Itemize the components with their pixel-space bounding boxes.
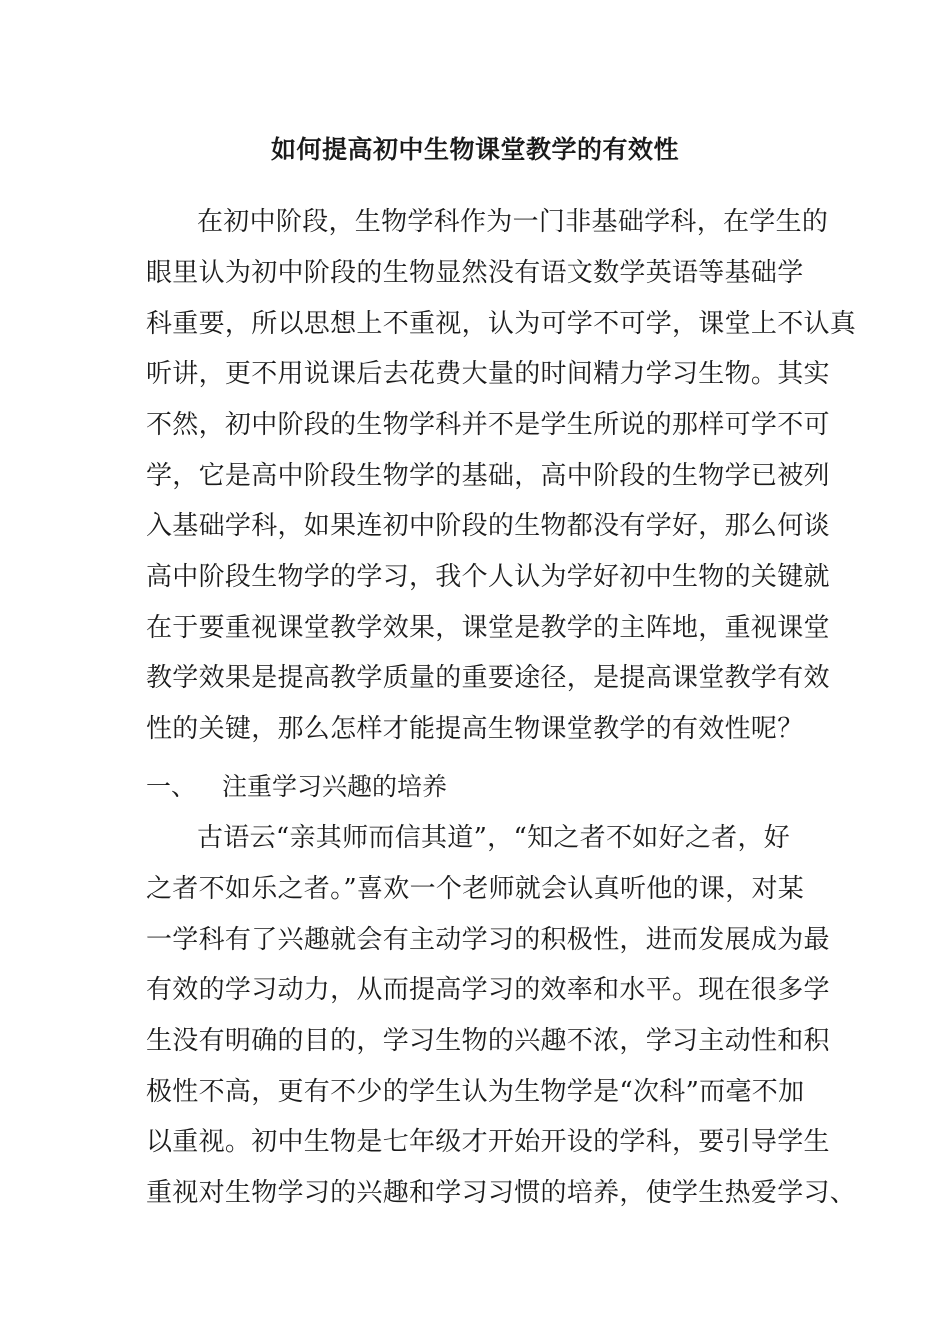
paragraph-line: 不然，初中阶段的生物学科并不是学生所说的那样可学不可 (146, 410, 830, 440)
paragraph-line: 极性不高，更有不少的学生认为生物学是“次科”而毫不加 (146, 1077, 805, 1107)
paragraph-line: 之者不如乐之者。”喜欢一个老师就会认真听他的课，对某 (146, 874, 805, 904)
paragraph-line: 高中阶段生物学的学习，我个人认为学好初中生物的关键就 (146, 562, 830, 592)
paragraph-line: 眼里认为初中阶段的生物显然没有语文数学英语等基础学 (146, 258, 804, 288)
paragraph-line: 科重要，所以思想上不重视，认为可学不可学，课堂上不认真 (146, 309, 857, 339)
paragraph-line: 学，它是高中阶段生物学的基础，高中阶段的生物学已被列 (146, 461, 830, 491)
section-heading (146, 769, 447, 805)
paragraph-line: 在于要重视课堂教学效果，课堂是教学的主阵地，重视课堂 (146, 613, 830, 643)
paragraph-line: 性的关键，那么怎样才能提高生物课堂教学的有效性呢？ (146, 714, 804, 744)
paragraph-line: 有效的学习动力，从而提高学习的效率和水平。现在很多学 (146, 975, 830, 1005)
section-heading-text: 注重学习兴趣的培养 (222, 772, 448, 801)
paragraph-line: 听讲，更不用说课后去花费大量的时间精力学习生物。其实 (146, 359, 830, 389)
paragraph-line: 一学科有了兴趣就会有主动学习的积极性，进而发展成为最 (146, 925, 830, 955)
paragraph-line: 古语云“亲其师而信其道”，“知之者不如好之者，好 (197, 823, 791, 853)
paragraph-line: 在初中阶段，生物学科作为一门非基础学科，在学生的 (197, 207, 829, 237)
paragraph-line: 以重视。初中生物是七年级才开始开设的学科，要引导学生 (146, 1127, 830, 1157)
paragraph-line: 重视对生物学习的兴趣和学习习惯的培养，使学生热爱学习、 (146, 1178, 857, 1208)
paragraph-line: 生没有明确的目的，学习生物的兴趣不浓，学习主动性和积 (146, 1026, 830, 1056)
document-title: 如何提高初中生物课堂教学的有效性 (270, 135, 679, 164)
paragraph-line: 教学效果是提高教学质量的重要途径，是提高课堂教学有效 (146, 663, 830, 693)
section-number: 一、 (146, 772, 197, 801)
paragraph-line: 入基础学科，如果连初中阶段的生物都没有学好，那么何谈 (146, 511, 830, 541)
